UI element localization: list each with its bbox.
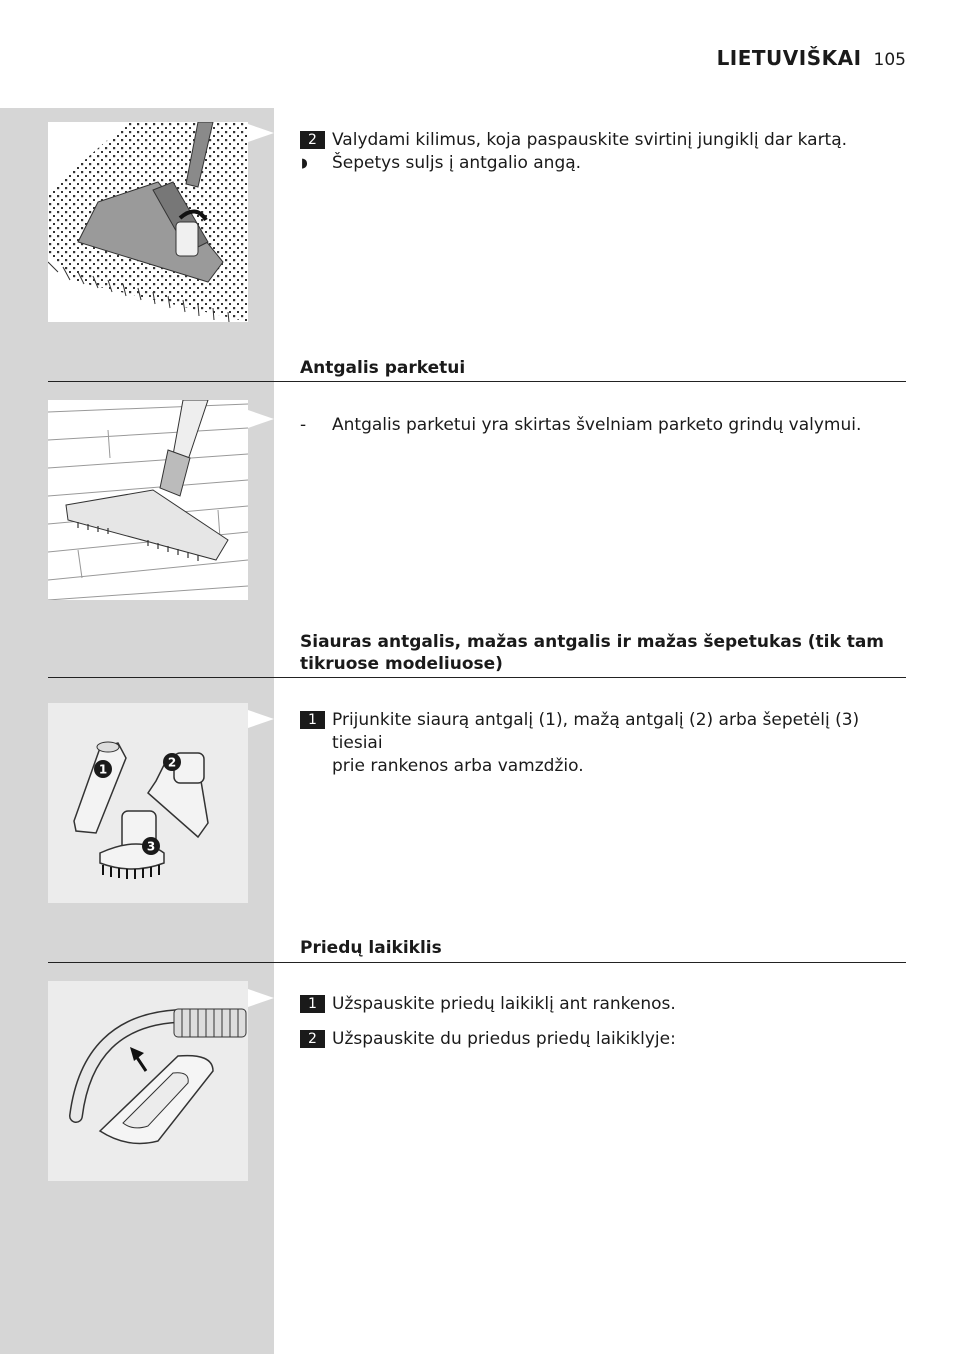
page-header <box>717 46 906 70</box>
section-heading-tools <box>300 631 906 675</box>
step-number-badge: 2 <box>300 131 325 149</box>
section-heading-holder: Priedų laikiklis <box>300 938 442 958</box>
bullet-text: Antgalis parketui yra skirtas švelniam parketo grindų valymui. <box>332 415 862 435</box>
step-text: Užspauskite priedų laikiklį ant rankenos. <box>332 994 676 1014</box>
step-text: Valydami kilimus, koja paspauskite svirtinį jungiklį dar kartą. <box>332 130 848 150</box>
heading-line: Siauras antgalis, mažas antgalis ir mažas šepetukas (tik tam <box>300 632 885 652</box>
step-number-badge: 1 <box>300 995 325 1013</box>
heading-line: tikruose modeliuose) <box>300 654 503 674</box>
step-text: Užspauskite du priedus priedų laikiklyje: <box>332 1029 676 1049</box>
accessory-tools-illustration <box>48 703 248 903</box>
section-rule <box>48 381 906 382</box>
step-text: prie rankenos arba vamzdžio. <box>332 756 584 776</box>
figure-pointer <box>248 989 274 1007</box>
step-number-badge: 2 <box>300 1030 325 1048</box>
accessory-holder-illustration <box>48 981 248 1181</box>
parquet-nozzle-illustration <box>48 400 248 600</box>
figure-pointer <box>248 124 274 142</box>
result-marker: ◗ <box>301 156 308 171</box>
step-text: Prijunkite siaurą antgalį (1), mažą antgalį (2) arba šepetėlį (3) tiesiai <box>332 710 860 753</box>
figure-pointer <box>248 410 274 428</box>
result-text: Šepetys suljs į antgalio angą. <box>332 153 582 173</box>
bullet-marker: - <box>300 415 307 435</box>
step-row <box>300 129 906 152</box>
callout-label: 2 <box>167 755 177 770</box>
result-row <box>300 152 906 175</box>
section-rule <box>48 962 906 963</box>
section-rule <box>48 677 906 678</box>
figure-pointer <box>248 710 274 728</box>
step-row <box>300 1028 906 1051</box>
bullet-row <box>300 414 906 437</box>
page-number: 105 <box>873 50 906 70</box>
step-row <box>300 709 906 778</box>
callout-label: 3 <box>146 839 156 854</box>
step-number-badge: 1 <box>300 711 325 729</box>
language-label: LIETUVIŠKAI <box>716 46 862 70</box>
carpet-nozzle-illustration <box>48 122 248 322</box>
callout-label: 1 <box>98 762 108 777</box>
section-heading-parquet: Antgalis parketui <box>300 358 466 378</box>
step-row <box>300 993 906 1016</box>
